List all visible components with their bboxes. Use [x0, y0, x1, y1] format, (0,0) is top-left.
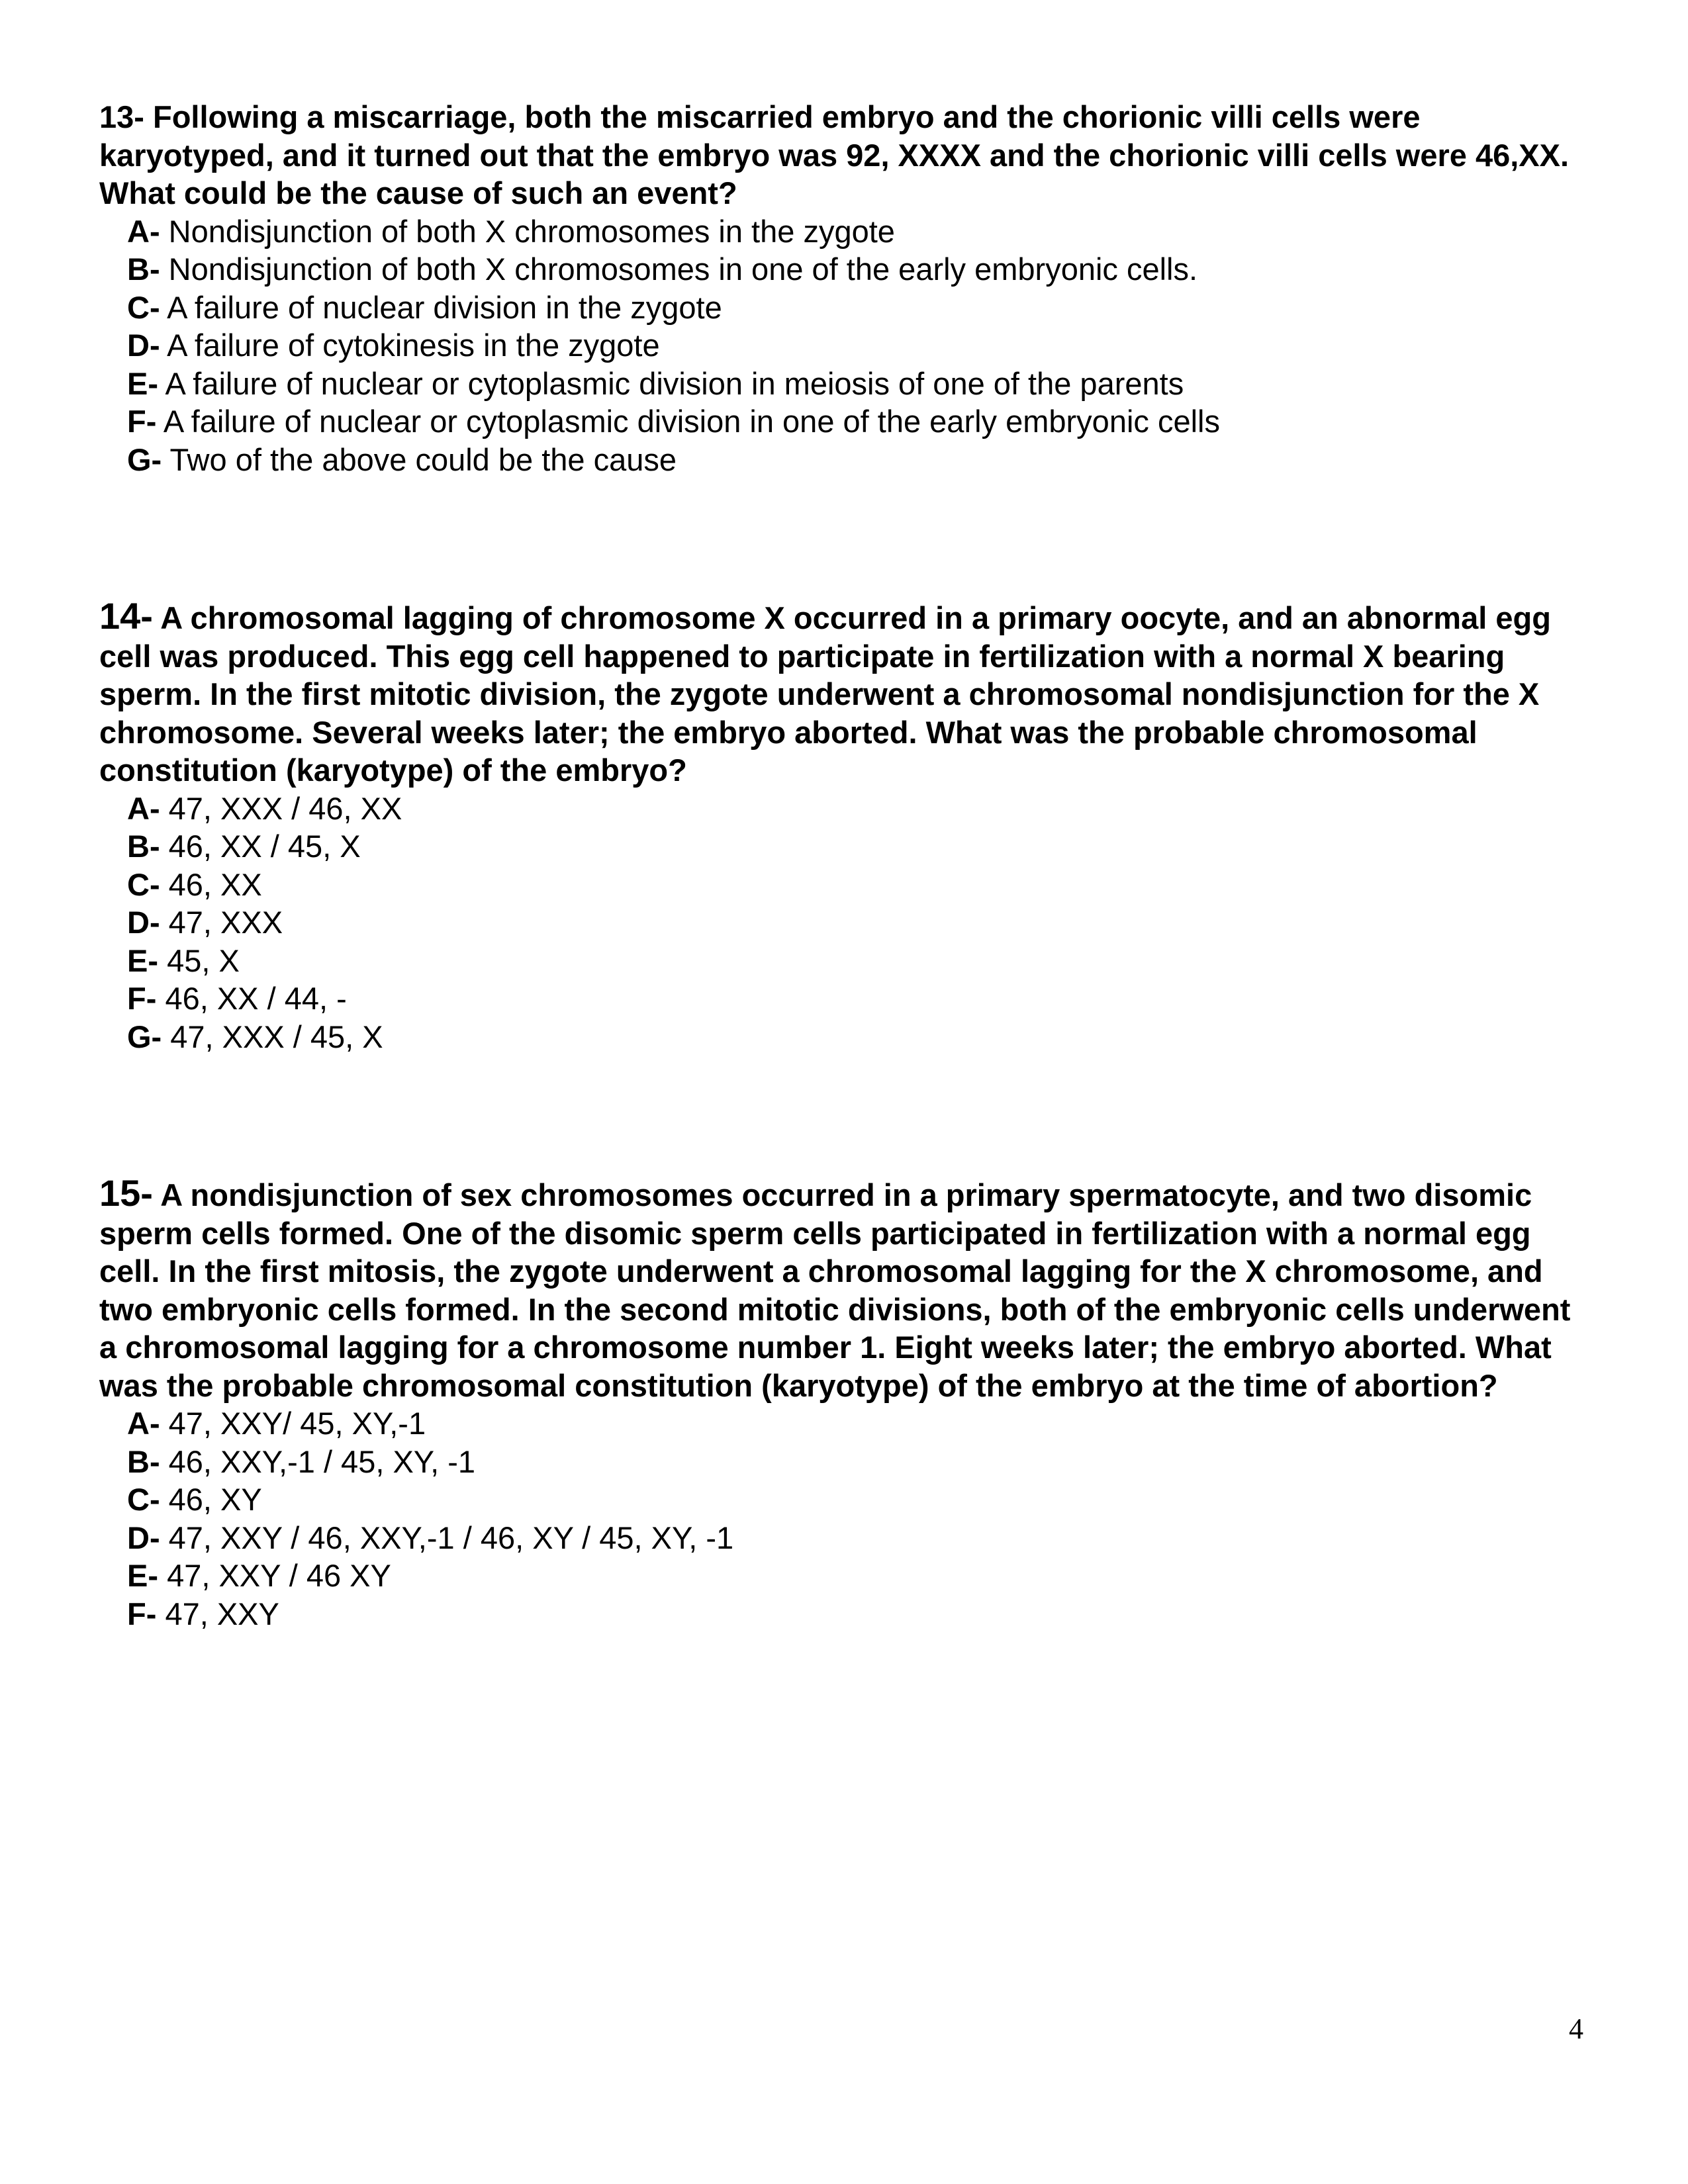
option-text: 47, XXY/ 45, XY,-1: [168, 1406, 426, 1441]
option-e: [127, 942, 1595, 980]
option-letter: A-: [127, 213, 160, 249]
answer-options: [99, 1404, 1595, 1633]
option-f: [127, 1595, 1595, 1633]
answer-options: [99, 212, 1595, 479]
option-text: Nondisjunction of both X chromosomes in the zygote: [168, 213, 895, 249]
option-text: 46, XX / 45, X: [168, 829, 361, 864]
option-text: 47, XXX / 46, XX: [168, 790, 402, 826]
option-text: 47, XXY: [165, 1596, 279, 1631]
option-b: [127, 827, 1595, 866]
option-text: A failure of nuclear division in the zygote: [167, 289, 722, 325]
option-text: 47, XXY / 46, XXY,-1 / 46, XY / 45, XY, -1: [168, 1520, 734, 1555]
question-stem: [99, 597, 1595, 790]
option-d: [127, 1519, 1595, 1557]
option-e: [127, 1557, 1595, 1595]
option-letter: B-: [127, 1443, 160, 1479]
question-stem: [99, 1174, 1595, 1404]
option-text: A failure of nuclear or cytoplasmic division in meiosis of one of the parents: [165, 365, 1184, 401]
option-letter: D-: [127, 905, 160, 940]
option-text: 47, XXY / 46 XY: [167, 1558, 391, 1593]
option-e: [127, 365, 1595, 403]
question-text: A chromosomal lagging of chromosome X occurred in a primary oocyte, and an abnormal egg cell was produced. This egg cell happened to participate in fertilization with a normal X bearing sperm. In the first mitotic division, the zygote underwent a chromosomal nondisjunction for the X chromosome. Several weeks later; the embryo aborted. What was the probable chromosomal constitution (karyotype) of the embryo?: [99, 600, 1551, 788]
option-letter: C-: [127, 1482, 160, 1517]
option-letter: A-: [127, 790, 160, 826]
question-15: [99, 1174, 1595, 1633]
question-14: [99, 597, 1595, 1056]
option-text: Two of the above could be the cause: [169, 441, 677, 477]
page-number: 4: [1569, 2013, 1583, 2045]
option-letter: F-: [127, 981, 157, 1016]
option-f: [127, 979, 1595, 1018]
option-a: [127, 212, 1595, 251]
option-b: [127, 250, 1595, 289]
option-g: [127, 441, 1595, 479]
option-letter: G-: [127, 441, 162, 477]
question-13: [99, 98, 1595, 478]
option-text: Nondisjunction of both X chromosomes in one of the early embryonic cells.: [168, 251, 1198, 287]
question-number: 15-: [99, 1172, 153, 1214]
option-letter: C-: [127, 289, 160, 325]
option-d: [127, 326, 1595, 365]
option-c: [127, 866, 1595, 904]
option-text: 46, XXY,-1 / 45, XY, -1: [168, 1443, 476, 1479]
option-letter: C-: [127, 866, 160, 902]
option-letter: F-: [127, 404, 157, 439]
option-f: [127, 402, 1595, 441]
question-text: A nondisjunction of sex chromosomes occurred in a primary spermatocyte, and two disomic sperm cells formed. One of the disomic sperm cells participated in fertilization with a normal egg cell. In the first mitosis, the zygote underwent a chromosomal lagging for the X chromosome, and two embryonic cells formed. In the second mitotic divisions, both of the embryonic cells underwent a chromosomal lagging for a chromosome number 1. Eight weeks later; the embryo aborted. What was the probable chromosomal constitution (karyotype) of the embryo at the time of abortion?: [99, 1177, 1571, 1403]
option-letter: B-: [127, 829, 160, 864]
option-letter: G-: [127, 1019, 162, 1054]
option-letter: F-: [127, 1596, 157, 1631]
answer-options: [99, 790, 1595, 1056]
option-text: 47, XXX / 45, X: [170, 1019, 383, 1054]
option-letter: E-: [127, 942, 158, 978]
question-text: Following a miscarriage, both the miscarried embryo and the chorionic villi cells were karyotyped, and it turned out that the embryo was 92, XXXX and the chorionic villi cells were 46,XX. What could be the cause of such an event?: [99, 99, 1570, 210]
option-text: 46, XX: [168, 866, 262, 902]
option-a: [127, 1404, 1595, 1443]
option-a: [127, 790, 1595, 828]
option-letter: E-: [127, 1558, 158, 1593]
option-g: [127, 1018, 1595, 1056]
option-c: [127, 289, 1595, 327]
option-d: [127, 903, 1595, 942]
option-text: 46, XY: [168, 1482, 262, 1517]
option-text: A failure of cytokinesis in the zygote: [167, 328, 660, 363]
option-letter: E-: [127, 365, 158, 401]
option-text: 47, XXX: [168, 905, 283, 940]
option-letter: D-: [127, 328, 160, 363]
question-number: 14-: [99, 595, 153, 637]
option-c: [127, 1480, 1595, 1519]
option-text: 45, X: [167, 942, 240, 978]
option-letter: D-: [127, 1520, 160, 1555]
option-b: [127, 1443, 1595, 1481]
option-letter: A-: [127, 1406, 160, 1441]
question-number: 13-: [99, 99, 144, 134]
question-stem: [99, 98, 1595, 212]
option-text: A failure of nuclear or cytoplasmic division in one of the early embryonic cells: [163, 404, 1220, 439]
option-text: 46, XX / 44, -: [165, 981, 347, 1016]
option-letter: B-: [127, 251, 160, 287]
